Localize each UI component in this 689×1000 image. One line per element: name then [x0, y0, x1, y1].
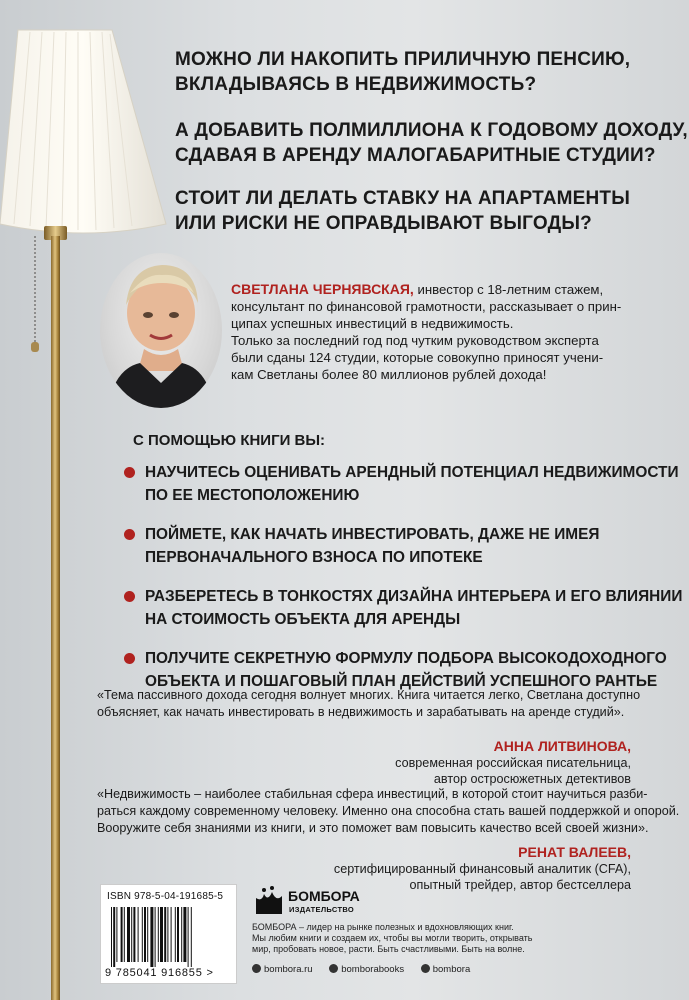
question-1: МОЖНО ЛИ НАКОПИТЬ ПРИЛИЧНУЮ ПЕНСИЮ, ВКЛАДЫВАЯСЬ В НЕДВИЖИМОСТЬ?: [175, 49, 631, 95]
author-photo: [100, 253, 222, 408]
lamp-chain: [34, 236, 36, 344]
list-item: ПОЛУЧИТЕ СЕКРЕТНУЮ ФОРМУЛУ ПОДБОРА ВЫСОКОДОХОДНОГО ОБЪЕКТА И ПОШАГОВЫЙ ПЛАН ДЕЙСТВИЙ УСПЕШНОГО РАНТЬЕ: [124, 647, 644, 693]
isbn-text: ISBN 978-5-04-191685-5: [107, 891, 224, 902]
benefits-heading: С ПОМОЩЬЮ КНИГИ ВЫ:: [133, 432, 326, 449]
telegram-icon: [421, 964, 430, 973]
publisher-description: БОМБОРА – лидер на рынке полезных и вдохновляющих книг. Мы любим книги и создаем их, чтобы вы могли творить, открывать мир, пробовать новое, расти. Быть счастливыми. Быть на волне.: [252, 922, 533, 954]
list-item: РАЗБЕРЕТЕСЬ В ТОНКОСТЯХ ДИЗАЙНА ИНТЕРЬЕРА И ЕГО ВЛИЯНИИ НА СТОИМОСТЬ ОБЪЕКТА ДЛЯ АРЕНДЫ: [124, 585, 644, 631]
question-2: А ДОБАВИТЬ ПОЛМИЛЛИОНА К ГОДОВОМУ ДОХОДУ, СДАВАЯ В АРЕНДУ МАЛОГАБАРИТНЫЕ СТУДИИ?: [175, 120, 688, 166]
author-bio: СВЕТЛАНА ЧЕРНЯВСКАЯ, инвестор с 18-летним стажем, консультант по финансовой грамотности, рассказывает о прин- ципах успешных инвестиций в недвижимость. Только за последний год под чутким руководством эксперта были сданы 124 студии, которые совокупно приносят учени- кам Светланы более 80 миллионов рублей дохода!: [231, 281, 622, 382]
bombora-logo-icon: [252, 884, 286, 918]
bullet-dot-icon: [124, 467, 135, 478]
benefits-list: [124, 461, 683, 709]
bullet-dot-icon: [124, 529, 135, 540]
telegram-link[interactable]: bombora: [421, 964, 471, 975]
publisher-name: БОМБОРА: [288, 888, 360, 904]
list-item: НАУЧИТЕСЬ ОЦЕНИВАТЬ АРЕНДНЫЙ ПОТЕНЦИАЛ НЕДВИЖИМОСТИ ПО ЕЕ МЕСТОПОЛОЖЕНИЮ: [124, 461, 644, 507]
author-name: СВЕТЛАНА ЧЕРНЯВСКАЯ,: [231, 281, 414, 297]
publisher-social-links: [252, 964, 484, 975]
bullet-dot-icon: [124, 653, 135, 664]
barcode-bars: [111, 907, 226, 967]
lamp-pole: [51, 236, 60, 1000]
review-quote-1: «Тема пассивного дохода сегодня волнует многих. Книга читается легко, Светлана доступно объясняет, как начать инвестировать в недвижимость и зарабатывать на аренде студий».: [97, 688, 641, 719]
vk-icon: [329, 964, 338, 973]
review-quote-2: «Недвижимость – наиболее стабильная сфера инвестиций, в которой стоит научиться разби- раться каждому современному человеку. Именно она способна стать вашей поддержкой и опорой. Вооружите себя знаниями из книги, и это поможет вам повысить качество всей своей жизни».: [97, 787, 680, 835]
website-link[interactable]: bombora.ru: [252, 964, 313, 975]
globe-icon: [252, 964, 261, 973]
review-author-2: РЕНАТ ВАЛЕЕВ, сертифицированный финансовый аналитик (CFA), опытный трейдер, автор бестселлера: [333, 844, 631, 892]
publisher-subtitle: ИЗДАТЕЛЬСТВО: [289, 905, 354, 914]
bullet-dot-icon: [124, 591, 135, 602]
barcode-number: 9 785041 916855 >: [105, 967, 214, 979]
lamp-shade-image: [0, 28, 168, 238]
review-author-1: АННА ЛИТВИНОВА, современная российская писательница, автор остросюжетных детективов: [395, 738, 631, 786]
lamp-chain-pull: [31, 342, 39, 352]
question-3: СТОИТ ЛИ ДЕЛАТЬ СТАВКУ НА АПАРТАМЕНТЫ ИЛИ РИСКИ НЕ ОПРАВДЫВАЮТ ВЫГОДЫ?: [175, 188, 631, 234]
barcode: [100, 884, 237, 984]
list-item: ПОЙМЕТЕ, КАК НАЧАТЬ ИНВЕСТИРОВАТЬ, ДАЖЕ НЕ ИМЕЯ ПЕРВОНАЧАЛЬНОГО ВЗНОСА ПО ИПОТЕКЕ: [124, 523, 644, 569]
vk-link[interactable]: bomborabooks: [329, 964, 404, 975]
